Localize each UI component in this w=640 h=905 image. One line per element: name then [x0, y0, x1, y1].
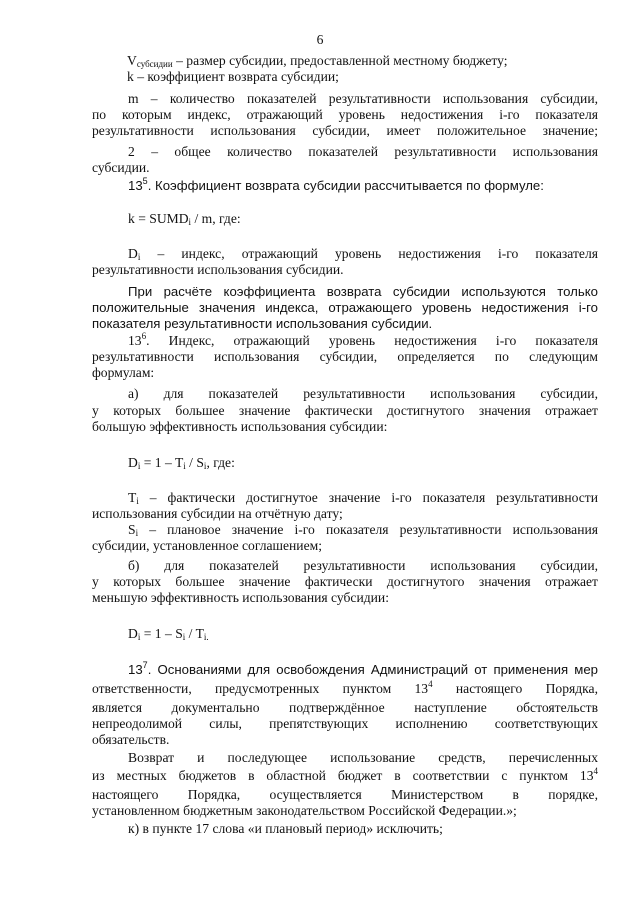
text-line: При расчёте коэффициента возврата субсидии используются только [128, 284, 598, 299]
text-line: ответственности, предусмотренных пунктом $13^4$ настоящего Порядка, [92, 679, 598, 696]
text-line: у которых большее значение фактически достигнутого значения отражает [92, 574, 598, 589]
text-line: является документально подтверждённое наступление обстоятельств [92, 700, 598, 715]
text-line: меньшую эффективность использования субсидии: [92, 590, 389, 605]
text-line: а) для показателей результативности использования субсидии, [128, 386, 598, 401]
text-line: $13^7$. Основаниями для освобождения Администраций от применения мер [128, 660, 598, 677]
text-line: непреодолимой силы, препятствующих исполнению соответствующих [92, 716, 598, 731]
text-line: к) в пункте 17 слова «и плановый период» исключить; [128, 821, 443, 836]
text-line: субсидии. [92, 160, 150, 175]
text-line: у которых большее значение фактически достигнутого значения отражает [92, 403, 598, 418]
text-line: по которым индекс, отражающий уровень недостижения i-го показателя [92, 107, 598, 122]
formula-d-a: $D_i = 1 - T_i / S_i$, где: [128, 455, 235, 471]
text-line: m – количество показателей результативности использования субсидии, [128, 91, 598, 106]
text-line: результативности использования субсидии, определяется по следующим [92, 349, 598, 364]
text-line: субсидии, установленное соглашением; [92, 538, 322, 553]
text-line: результативности использования субсидии, имеет положительное значение; [92, 123, 598, 138]
formula-k: $k = SUMD_i / m$, где: [128, 211, 241, 227]
text-line: $13^6$. Индекс, отражающий уровень недостижения i-го показателя [128, 331, 598, 348]
text-line: k – коэффициент возврата субсидии; [127, 69, 339, 84]
text-line: обязательств. [92, 732, 170, 747]
text-line: б) для показателей результативности использования субсидии, [128, 558, 598, 573]
text-line: $D_i$ – индекс, отражающий уровень недостижения i-го показателя [128, 246, 598, 262]
text-line: Возврат и последующее использование средств, перечисленных [128, 750, 598, 765]
text-line: положительные значения индекса, отражающего уровень недостижения i-го [92, 300, 598, 315]
text-line: из местных бюджетов в областной бюджет в соответствии с пунктом $13^4$ [92, 766, 598, 783]
text-line: результативности использования субсидии. [92, 262, 344, 277]
formula-d-b: $D_i = 1 - S_i / T_{i.}$ [128, 626, 209, 642]
text-line: 2 – общее количество показателей результативности использования [128, 144, 598, 159]
text-line: большую эффективность использования субсидии: [92, 419, 388, 434]
text-line: настоящего Порядка, осуществляется Министерством в порядке, [92, 787, 598, 802]
text-line: использования субсидии на отчётную дату; [92, 506, 343, 521]
text-line: установленном бюджетным законодательством Российской Федерации.»; [92, 803, 517, 818]
text-line: показателя результативности использования субсидии. [92, 316, 433, 331]
text-line: $T_i$ – фактически достигнутое значение i-го показателя результативности [128, 490, 598, 506]
text-line: $S_i$ – плановое значение i-го показателя результативности использования [128, 522, 598, 538]
text-line: $V_{субсидии}$ – размер субсидии, предоставленной местному бюджету; [127, 53, 508, 69]
page-number: 6 [316, 32, 324, 47]
text-line: формулам: [92, 365, 155, 380]
text-line: $13^5$. Коэффициент возврата субсидии рассчитывается по формуле: [128, 176, 544, 193]
